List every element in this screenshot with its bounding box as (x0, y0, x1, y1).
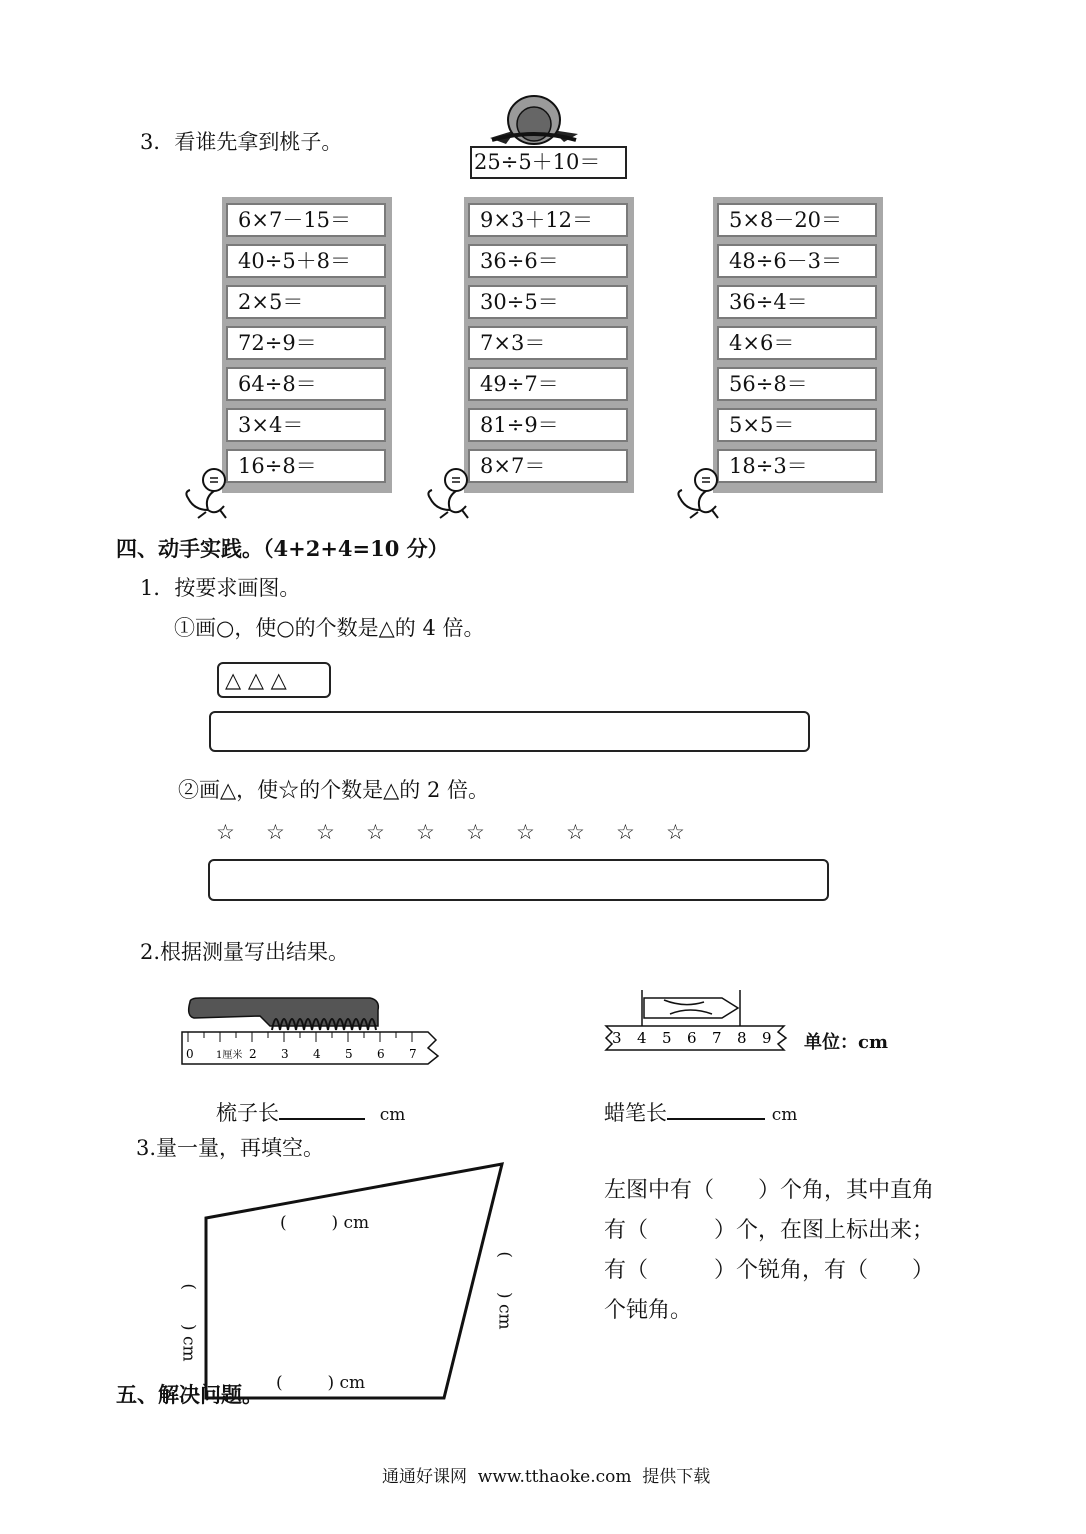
angle-question-line: 有（ ）个锐角，有（ ） (604, 1258, 935, 1283)
section-5-heading: 五、解决问题。 (116, 1382, 263, 1407)
q1b-text: ②画△，使☆的个数是△的 2 倍。 (178, 778, 490, 802)
ladder-cell: 72÷9＝ (226, 326, 386, 360)
ladder-cell: 5×8－20＝ (717, 203, 877, 237)
ladder-cell: 3×4＝ (226, 408, 386, 442)
triangles: △ △ △ (225, 668, 287, 692)
q2-label: 2.根据测量写出结果。 (140, 940, 350, 964)
comb-length-unit: cm (379, 1105, 406, 1125)
peach-expression: 25÷5＋10＝ (470, 146, 627, 179)
ladder-cell: 48÷6－3＝ (717, 244, 877, 278)
circle-drawing-box[interactable] (209, 711, 810, 752)
crayon-tick-label: 4 (637, 1029, 647, 1047)
ladder-cell: 8×7＝ (468, 449, 628, 483)
page-footer: 通通好课网 www.tthaoke.com 提供下载 (382, 1467, 711, 1487)
comb-ruler-illustration (180, 996, 445, 1068)
star: ☆ (266, 820, 285, 844)
star: ☆ (516, 820, 535, 844)
monkey-icon (180, 466, 240, 520)
crayon-tick-label: 3 (612, 1029, 622, 1047)
monkey-icon (672, 466, 732, 520)
comb-tick-label: 5 (345, 1047, 353, 1061)
ladder-cell: 18÷3＝ (717, 449, 877, 483)
bottom-side-label: ( ) cm (276, 1373, 366, 1393)
monkey-icon (422, 466, 482, 520)
ladder-cell: 9×3＋12＝ (468, 203, 628, 237)
star: ☆ (666, 820, 685, 844)
right-side-label: ( ) cm (494, 1251, 515, 1330)
comb-tick-label: 1厘米 (216, 1050, 243, 1061)
ladder-cell: 16÷8＝ (226, 449, 386, 483)
crayon-tick-label: 7 (712, 1029, 722, 1047)
ladder-cell: 4×6＝ (717, 326, 877, 360)
comb-length-blank[interactable] (279, 1100, 365, 1120)
comb-length-row (216, 1100, 405, 1124)
comb-tick-label: 3 (281, 1047, 289, 1061)
crayon-length-unit: cm (771, 1105, 798, 1125)
left-side-label: ( ) cm (178, 1283, 199, 1362)
star: ☆ (566, 820, 585, 844)
ladder-cell: 6×7－15＝ (226, 203, 386, 237)
ladder-3 (713, 197, 883, 493)
star: ☆ (316, 820, 335, 844)
ladder-cell: 5×5＝ (717, 408, 877, 442)
ladder-cell: 2×5＝ (226, 285, 386, 319)
star: ☆ (466, 820, 485, 844)
crayon-tick-label: 9 (762, 1029, 772, 1047)
triangle-drawing-box[interactable] (208, 859, 829, 901)
ladder-cell: 81÷9＝ (468, 408, 628, 442)
crayon-tick-label: 5 (662, 1029, 672, 1047)
q3-measure-label: 3.量一量，再填空。 (136, 1136, 325, 1160)
star: ☆ (416, 820, 435, 844)
star: ☆ (366, 820, 385, 844)
ladder-cell: 56÷8＝ (717, 367, 877, 401)
crayon-tick-label: 6 (687, 1029, 697, 1047)
section-4-heading: 四、动手实践。（4+2+4=10 分） (116, 536, 449, 561)
comb-tick-label: 7 (409, 1047, 417, 1061)
comb-tick-label: 4 (313, 1047, 321, 1061)
q1-label: 1．按要求画图。 (140, 576, 301, 600)
comb-tick-label: 6 (377, 1047, 385, 1061)
comb-length-label: 梳子长 (216, 1101, 279, 1125)
star: ☆ (616, 820, 635, 844)
ladder-cell: 40÷5＋8＝ (226, 244, 386, 278)
peach-icon (486, 90, 582, 146)
ladder-2 (464, 197, 634, 493)
angle-question-line: 个钝角。 (604, 1298, 693, 1323)
comb-tick-label: 2 (249, 1047, 257, 1061)
ladder-cell: 36÷4＝ (717, 285, 877, 319)
ladder-cell: 7×3＝ (468, 326, 628, 360)
ladder-cell: 64÷8＝ (226, 367, 386, 401)
angle-question-line: 有（ ）个，在图上标出来； (604, 1218, 935, 1243)
crayon-length-label: 蜡笔长 (604, 1101, 667, 1125)
ladder-cell: 49÷7＝ (468, 367, 628, 401)
ladder-1 (222, 197, 392, 493)
q1a-text: ①画○，使○的个数是△的 4 倍。 (174, 616, 485, 640)
ladder-cell: 36÷6＝ (468, 244, 628, 278)
triangle-box (217, 662, 331, 698)
quadrilateral-shape (200, 1158, 510, 1402)
comb-tick-label: 0 (186, 1047, 194, 1061)
angle-question-line: 左图中有（ ）个角，其中直角 (604, 1178, 935, 1203)
crayon-length-blank[interactable] (667, 1100, 765, 1120)
crayon-length-row (604, 1100, 797, 1124)
star: ☆ (216, 820, 235, 844)
ladder-cell: 30÷5＝ (468, 285, 628, 319)
crayon-tick-label: 8 (737, 1029, 747, 1047)
q3-label: 3．看谁先拿到桃子。 (140, 130, 343, 154)
unit-label: 单位：cm (804, 1032, 889, 1053)
top-side-label: ( ) cm (280, 1213, 370, 1233)
crayon-ruler-illustration (604, 988, 796, 1052)
